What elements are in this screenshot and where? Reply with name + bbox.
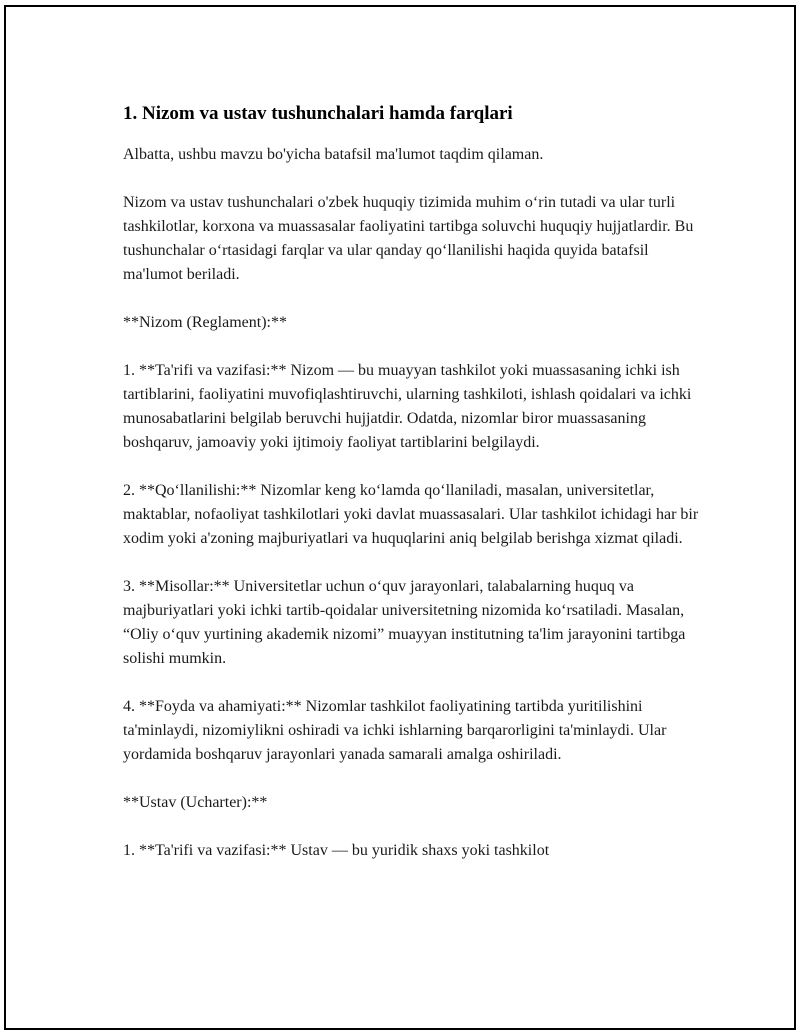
nizom-item-4: 4. **Foyda va ahamiyati:** Nizomlar tashkilot faoliyatining tartibda yuritilishini ta'minlaydi, nizomiylikni oshiradi va ichki ishlarning barqarorligini ta'minlaydi. Ular yordamida boshqaruv jarayonlari yanada samarali amalga oshiriladi.	[123, 698, 667, 763]
nizom-item-1: 1. **Ta'rifi va vazifasi:** Nizom — bu muayyan tashkilot yoki muassasaning ichki ish tartiblarini, faoliyatini muvofiqlashtiruvchi, ularning tashkiloti, ishlash qoidalari va ichki munosabatlarini belgilab beruvchi hujjatdir. Odatda, nizomlar biror muassasaning boshqaruv, jamoaviy yoki ijtimoiy faoliyat tartiblarini belgilaydi.	[123, 362, 692, 451]
section-title-ustav: **Ustav (Ucharter):**	[123, 794, 268, 811]
document-body	[123, 101, 703, 887]
ustav-item-1: 1. **Ta'rifi va vazifasi:** Ustav — bu yuridik shaxs yoki tashkilot	[123, 842, 550, 859]
document-heading: 1. Nizom va ustav tushunchalari hamda farqlari	[123, 103, 513, 124]
nizom-item-2: 2. **Qo‘llanilishi:** Nizomlar keng ko‘lamda qo‘llaniladi, masalan, universitetlar, maktablar, nofaoliyat tashkilotlari yoki davlat muassasalari. Ular tashkilot ichidagi har bir xodim yoki a'zoning majburiyatlari va huquqlarini aniq belgilab berishga xizmat qiladi.	[123, 482, 699, 547]
section-title-nizom: **Nizom (Reglament):**	[123, 314, 287, 331]
overview-paragraph: Nizom va ustav tushunchalari o'zbek huquqiy tizimida muhim o‘rin tutadi va ular turli tashkilotlar, korxona va muassasalar faoliyatini tartibga soluvchi huquqiy hujjatlardir. Bu tushunchalar o‘rtasidagi farqlar va ular qanday qo‘llanilishi haqida quyida batafsil ma'lumot beriladi.	[123, 194, 694, 283]
page-frame	[4, 5, 796, 1030]
nizom-item-3: 3. **Misollar:** Universitetlar uchun o‘quv jarayonlari, talabalarning huquq va majburiyatlari yoki ichki tartib-qoidalar universitetning nizomida ko‘rsatiladi. Masalan, “Oliy o‘quv yurtining akademik nizomi” muayyan institutning ta'lim jarayonini tartibga solishi mumkin.	[123, 578, 686, 667]
intro-paragraph: Albatta, ushbu mavzu bo'yicha batafsil ma'lumot taqdim qilaman.	[123, 146, 544, 163]
